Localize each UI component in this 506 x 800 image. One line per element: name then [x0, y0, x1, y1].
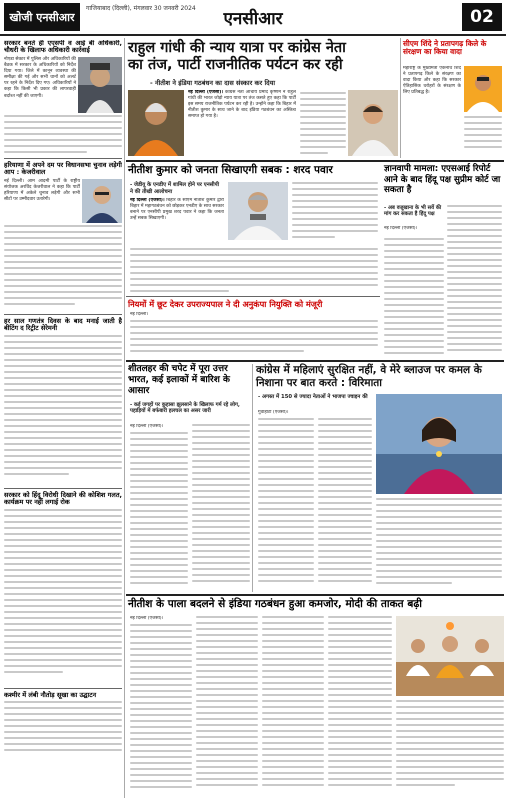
- gyanvapi-subhead: - अब वजूखाना के भी सर्वे की मांग कर सकता है हिंदू पक्ष: [384, 205, 442, 218]
- left-story1-headline: सरकार बनते ही एएसपी व आई बी अधिकारी, चौधरी के खिलाफ अधिकारी कार्रवाई: [4, 40, 122, 55]
- left-story2-body: नई दिल्ली। आम आदमी पार्टी के राष्ट्रीय संयोजक अरविंद केजरीवाल ने कहा कि पार्टी हरियाणा में अकेले चुनाव लड़ेगी और सभी सीटों पर उम्मीदवार उतारेगी।: [4, 178, 80, 203]
- gyanvapi-headline: ज्ञानवापी मामला: एएसआई रिपोर्ट आने के बाद हिंदू पक्ष सुप्रीम कोर्ट जा सकता है: [384, 164, 501, 195]
- niyam-dateline: नई दिल्ली।: [130, 312, 149, 317]
- left-story1-body: नोएडा सेक्टर में पुलिस और अधिकारियों की बैठक में सरकार के अधिकारियों को निर्देश दिया गया। जिले में कानून व्यवस्था की समीक्षा की गई और सभी थानों को अलर्ट पर रहने के निर्देश दिए गए। अधिकारियों ने कहा कि किसी भी प्रकार की लापरवाही बर्दाश्त नहीं की जाएगी।: [4, 56, 76, 99]
- portrait-man-icon: [78, 57, 122, 113]
- text-lines: [328, 616, 392, 794]
- date-line: गाजियाबाद (दिल्ली), मंगलवार 30 जनवरी 2024: [86, 5, 196, 12]
- text-lines: [4, 115, 122, 155]
- bottom-dateline: नई दिल्ली (एजेंसी)।: [130, 616, 164, 621]
- sadhu-photo: [128, 90, 184, 156]
- nitish-body-text: बिहार के सीएम नीतीश कुमार द्वारा बिहार में महागठबंधन को छोड़कर एनडीए के साथ सरकार बनाने पर एनसीपी प्रमुख शरद पवार ने कहा कि जनता उन्हें सबक सिखाएगी।: [130, 198, 224, 222]
- lead-body-text: कांग्रेस नेता आचार्य प्रमोद कृष्णम ने राहुल गांधी की भारत जोड़ो न्याय यात्रा पर तंज कसते हुए कहा कि पार्टी इस समय राजनीतिक पर्यटन कर रही है। उन्होंने कहा कि बिहार में नीतीश कुमार के साथ जाने के बाद इंडिया गठबंधन का अस्तित्व समाप्त हो गया है।: [188, 90, 296, 120]
- nitish-dateline: नई दिल्ली (एजेंसी)।: [130, 198, 165, 203]
- cold-headline: शीतलहर की चपेट में पूरा उत्तर भारत, कई इलाकों में बारिश के आसार: [128, 364, 230, 396]
- text-lines: [192, 424, 250, 590]
- text-lines: [4, 509, 122, 685]
- woman-politician-photo: [376, 394, 502, 494]
- cold-dateline: नई दिल्ली (एजेंसी)।: [130, 424, 164, 429]
- page-number: 02: [462, 3, 502, 31]
- left-story4-headline: सरकार को हिंदू विरोधी दिखाने की कोशिश गलत, कार्यक्रम पर नहीं लगाई रोक: [4, 490, 122, 507]
- cold-subhead: - कई जगहों पर कुहासा झुलसाने के खिलाफ गर्म रहे लोग, पहाड़ियों में बर्फबारी हलचल का असर जारी: [130, 402, 240, 415]
- text-lines: [130, 320, 378, 358]
- nitish-subhead: - जेडीयू के एनडीए में शामिल होने पर एनसीपी ने की तीखी आलोचना: [130, 182, 220, 195]
- paper-name: खोजी एनसीआर: [4, 3, 80, 31]
- nitish-headline: नीतीश कुमार को जनता सिखाएगी सबक : शरद पवार: [128, 164, 333, 176]
- text-lines: [376, 498, 502, 590]
- nitish-body: [130, 198, 224, 244]
- left-story2-headline: हरियाणा में अपने दम पर विधानसभा चुनाव लड़ेगी आप : केजरीवाल: [4, 160, 122, 177]
- text-lines: [262, 616, 324, 794]
- right-top-headline: सीएम शिंदे ने प्रतापगढ़ किले के संरक्षण का किया वादा: [403, 39, 487, 57]
- lead-headline-line1: राहुल गांधी की न्याय यात्रा पर कांग्रेस नेता: [128, 40, 346, 56]
- lead-subhead: - नीतीश ने इंडिया गठबंधन का दास संस्कार कर दिया: [150, 79, 276, 87]
- text-lines: [258, 418, 314, 590]
- congress-subhead: - अगस्त में 150 से ज्यादा नेताओं ने भाजपा ज्वाइन की: [258, 394, 368, 400]
- section-divider: [126, 594, 504, 596]
- text-lines: [4, 701, 122, 761]
- gyanvapi-dateline: नई दिल्ली (एजेंसी)।: [384, 226, 418, 231]
- congress-headline: कांग्रेस में महिलाएं सुरक्षित नहीं, वे मेरे ब्लाउज पर कमल के निशाना पर बात करते : विरिमाता: [256, 364, 482, 389]
- divider: [4, 688, 122, 689]
- divider: [126, 296, 380, 297]
- section-divider: [126, 360, 504, 362]
- text-lines: [4, 225, 122, 311]
- left-story3-headline: हर साल गणतंत्र दिवस के बाद मनाई जाती है बीटिंग द रिट्रीट सेरेमनी: [4, 316, 122, 333]
- section-divider: [126, 160, 504, 162]
- text-lines: [130, 624, 192, 794]
- column-rule: [252, 364, 253, 592]
- rahul-gandhi-photo: [348, 90, 398, 156]
- right-top-body: महाराष्ट्र के मुख्यमंत्री एकनाथ शिंदे ने प्रतापगढ़ किले के संरक्षण का वादा किया और कहा कि सरकार ऐतिहासिक धरोहरों के संरक्षण के लिए प्रतिबद्ध है।: [403, 66, 461, 96]
- shinde-photo: [464, 66, 502, 112]
- divider: [4, 158, 122, 159]
- text-lines: [318, 418, 372, 590]
- masthead: [0, 0, 506, 36]
- left-story5-headline: कश्मीर में लंबी नौतोड़ सूखा का उद्घाटन: [4, 690, 97, 699]
- bottom-headline: नीतीश के पाला बदलने से इंडिया गठबंधन हुआ कमजोर, मोदी की ताकत बढ़ी: [128, 598, 422, 610]
- text-lines: [130, 432, 188, 590]
- sharad-pawar-photo: [228, 182, 288, 240]
- text-lines: [130, 248, 378, 294]
- lead-body: [188, 90, 296, 158]
- kejriwal-photo: [82, 179, 122, 223]
- section-title: एनसीआर: [223, 9, 283, 29]
- text-lines: [396, 700, 504, 794]
- column-rule: [124, 38, 125, 798]
- column-rule: [400, 38, 401, 158]
- divider: [4, 488, 122, 489]
- text-lines: [292, 182, 378, 244]
- niyam-headline: नियमों में छूट देकर उपराज्यपाल ने दी अनुकंपा नियुक्ति को मंजूरी: [128, 299, 323, 309]
- lead-headline: [128, 40, 398, 74]
- text-lines: [4, 335, 122, 485]
- text-lines: [464, 116, 502, 156]
- lead-headline-line2: का तंज, पार्टी राजनीतिक पर्यटन कर रही: [128, 57, 343, 73]
- text-lines: [384, 238, 444, 358]
- text-lines: [196, 616, 258, 794]
- text-lines: [300, 92, 346, 156]
- rally-photo: [396, 616, 504, 696]
- left-column: [4, 40, 122, 798]
- lead-dateline: नई दिल्ली (एजेंसी)।: [188, 90, 224, 95]
- congress-dateline: गुवाहाटी (एजेंसी)।: [258, 410, 289, 415]
- divider: [4, 314, 122, 315]
- text-lines: [447, 205, 502, 360]
